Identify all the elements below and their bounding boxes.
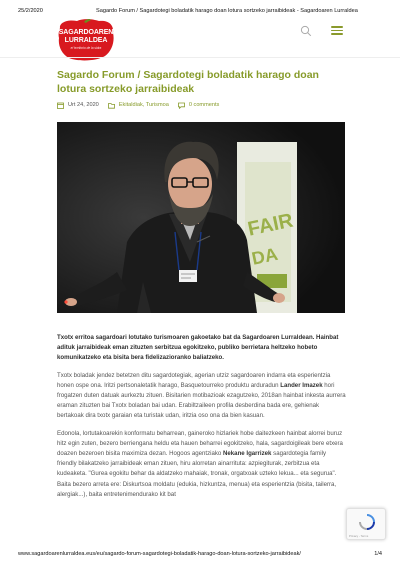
recaptcha-badge[interactable] [346, 508, 386, 540]
logo-line-2: LURRALDEA [64, 36, 108, 44]
post-featured-image [57, 122, 345, 313]
person-name: Lander Imazek [280, 381, 323, 389]
post-title: Sagardo Forum / Sagardotegi boladatik harago doan lotura sortzeko jarraibideak [57, 69, 319, 95]
article-text: sagardotegia family friendly bilakatzeko jarraibideak eman zituen, hiru alorretan ainarrituta: azpiegiturak, zerbitzua eta kudeaketa. "Gurea egokitu behar da aldatzeko mahaiak, tronak, orgatxoak uzteko lekua... eta segurua". Baita bezero arreta ere: Diskurtsoa moldatu (edukia, hizkuntza, menua) eta esperientzia (bisita, tailerra, alergiak...), baita entretenimendurako kit bat [57, 450, 337, 498]
print-url: www.sagardoarenlurraldea.eus/eu/sagardo-forum-sagardotegi-boladatik-harago-doan-lotura-sortzeko-jarraibideak/ [18, 551, 301, 557]
recaptcha-links[interactable]: Privacy - Terms [349, 534, 369, 538]
post-date [57, 102, 99, 109]
comment-icon [178, 102, 185, 109]
post-content [57, 333, 347, 507]
print-footer [0, 551, 400, 561]
post-category-link[interactable]: Ekitaldiak, Turismoa [118, 102, 169, 108]
logo-line-1: SAGARDOAREN [58, 29, 114, 36]
article-text: Txotx boladak jendez betetzen ditu sagardotegiak, agerian utziz sagardoaren indarra eta esperientzia honen ospe ona. Iritzi pertsonaletatik harago, Basquetourreko produktu arduradun [57, 371, 331, 389]
logo-tagline: el territorio de la sidra [70, 46, 102, 50]
speaker-photo [57, 122, 345, 313]
post-meta [57, 100, 228, 110]
post-date-text: Urt 24, 2020 [68, 102, 99, 108]
search-icon[interactable] [300, 24, 312, 36]
print-page-number: 1/4 [374, 551, 382, 557]
article-text: hori frogatzen duten datuak aurkeztu zituen. Bisitarien motibazioak ezagutzeko, 2018an hainbat inkesta aurrera eraman zituzten bai Txotx boladan bai udan. Erabiltzaileen profila desberdina bada ere, gehienak bertakoak dira txotx garaian eta turistak udan, iritzia oso ona da bien kasuan. [57, 381, 346, 420]
svg-text:DA: DA [249, 243, 280, 269]
post-comments[interactable] [178, 102, 219, 109]
folder-icon [108, 102, 115, 109]
header-divider [0, 57, 400, 58]
calendar-icon [57, 102, 64, 109]
post-category[interactable] [108, 102, 169, 109]
print-page-title: Sagardo Forum / Sagardotegi boladatik harago doan lotura sortzeko jarraibideak - Sagardoaren Lurraldea [96, 8, 358, 14]
article-paragraph-3 [57, 429, 347, 500]
site-logo[interactable] [57, 19, 115, 61]
hamburger-menu-icon[interactable] [331, 26, 343, 35]
article-paragraph-2 [57, 371, 347, 422]
print-date: 25/2/2020 [18, 8, 43, 14]
recaptcha-icon [359, 514, 375, 530]
article-lead: Txotx erritoa sagardoari lotutako turismoaren gakoetako bat da Sagardoaren Lurraldean. Hainbat adituk jarraibideak eman zituzten serbitzua egokitzeko, publiko berrietara heltzeko hobeto komunikatzeko eta bisita bera fidelizazioranko baliatzeko. [57, 334, 339, 362]
person-name: Nekane Igarrizek [223, 450, 272, 458]
post-comments-link[interactable]: 0 comments [188, 102, 220, 108]
article-text: Edonola, lortutakoarekin konformatu beharrean, gaineroko hizlariek hobe daitezkeen hainbat alorrei buruz hitz egin zuten, bezero berriengana heldu eta hauen beharrei egokitzeko, hala, sagardoigileak bere etxera doazen bezeroen bisita maximiza dezan. Hogoos agentziako [57, 429, 343, 458]
svg-text:FAIR: FAIR [245, 209, 295, 241]
